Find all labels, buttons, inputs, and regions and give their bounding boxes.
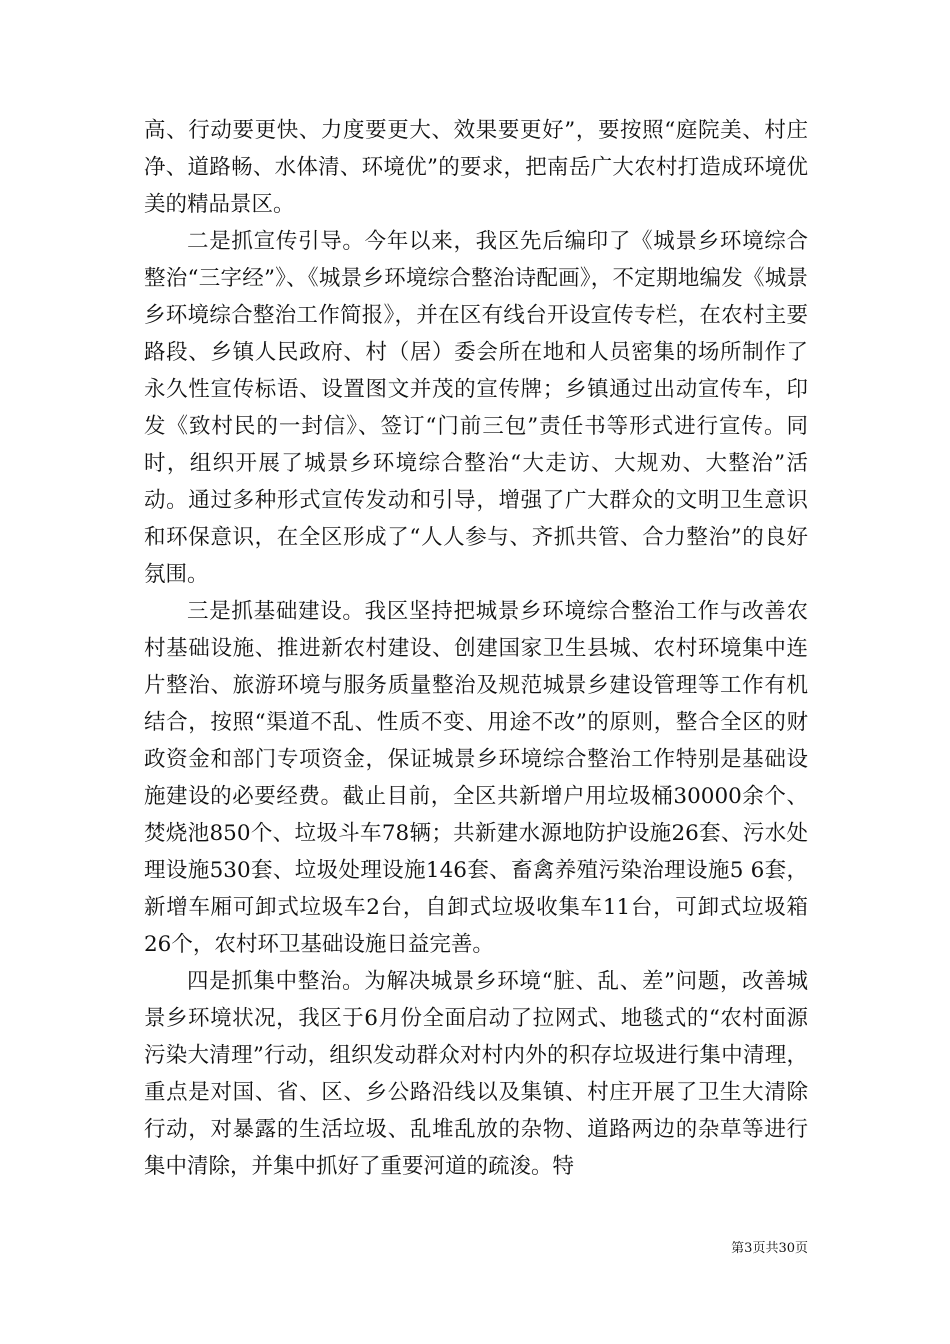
paragraph-infrastructure: 三是抓基础建设。我区坚持把城景乡环境综合整治工作与改善农村基础设施、推进新农村建设、创建国家卫生县城、农村环境集中连片整治、旅游环境与服务质量整治及规范城景乡建设管理等工作有机结合，按照“渠道不乱、性质不变、用途不改”的原则，整合全区的财政资金和部门专项资金，保证城景乡环境综合整治工作特别是基础设施建设的必要经费。截止目前，全区共新增户用垃圾桶30000余个、焚烧池850个、垃圾斗车78辆；共新建水源地防护设施26套、污水处理设施530套、垃圾处理设施146套、畜禽养殖污染治理设施5 6套，新增车厢可卸式垃圾车2台，自卸式垃圾收集车11台，可卸式垃圾箱26个，农村环卫基础设施日益完善。 <box>144 599 808 957</box>
paragraph-publicity: 二是抓宣传引导。今年以来，我区先后编印了《城景乡环境综合整治“三字经”》、《城景乡环境综合整治诗配画》，不定期地编发《城景乡环境综合整治工作简报》，并在区有线台开设宣传专栏，在农村主要路段、乡镇人民政府、村（居）委会所在地和人员密集的场所制作了永久性宣传标语、设置图文并茂的宣传牌；乡镇通过出动宣传车，印发《致村民的一封信》、签订“门前三包”责任书等形式进行宣传。同时，组织开展了城景乡环境综合整治“大走访、大规劝、大整治”活动。通过多种形式宣传发动和引导，增强了广大群众的文明卫生意识和环保意识，在全区形成了“人人参与、齐抓共管、合力整治”的良好氛围。 <box>144 229 808 587</box>
paragraph-continuation: 高、行动要更快、力度要更大、效果要更好”，要按照“庭院美、村庄净、道路畅、水体清、环境优”的要求，把南岳广大农村打造成环境优美的精品景区。 <box>144 118 808 217</box>
body-text <box>144 112 808 1185</box>
paragraph-concentrated-rectification: 四是抓集中整治。为解决城景乡环境“脏、乱、差”问题，改善城景乡环境状况，我区于6月份全面启动了拉网式、地毯式的“农村面源污染大清理”行动，组织发动群众对村内外的积存垃圾进行集中清理，重点是对国、省、区、乡公路沿线以及集镇、村庄开展了卫生大清除行动，对暴露的生活垃圾、乱堆乱放的杂物、道路两边的杂草等进行集中清除，并集中抓好了重要河道的疏浚。特 <box>144 969 808 1179</box>
page-number: 第3页共30页 <box>731 1241 808 1256</box>
